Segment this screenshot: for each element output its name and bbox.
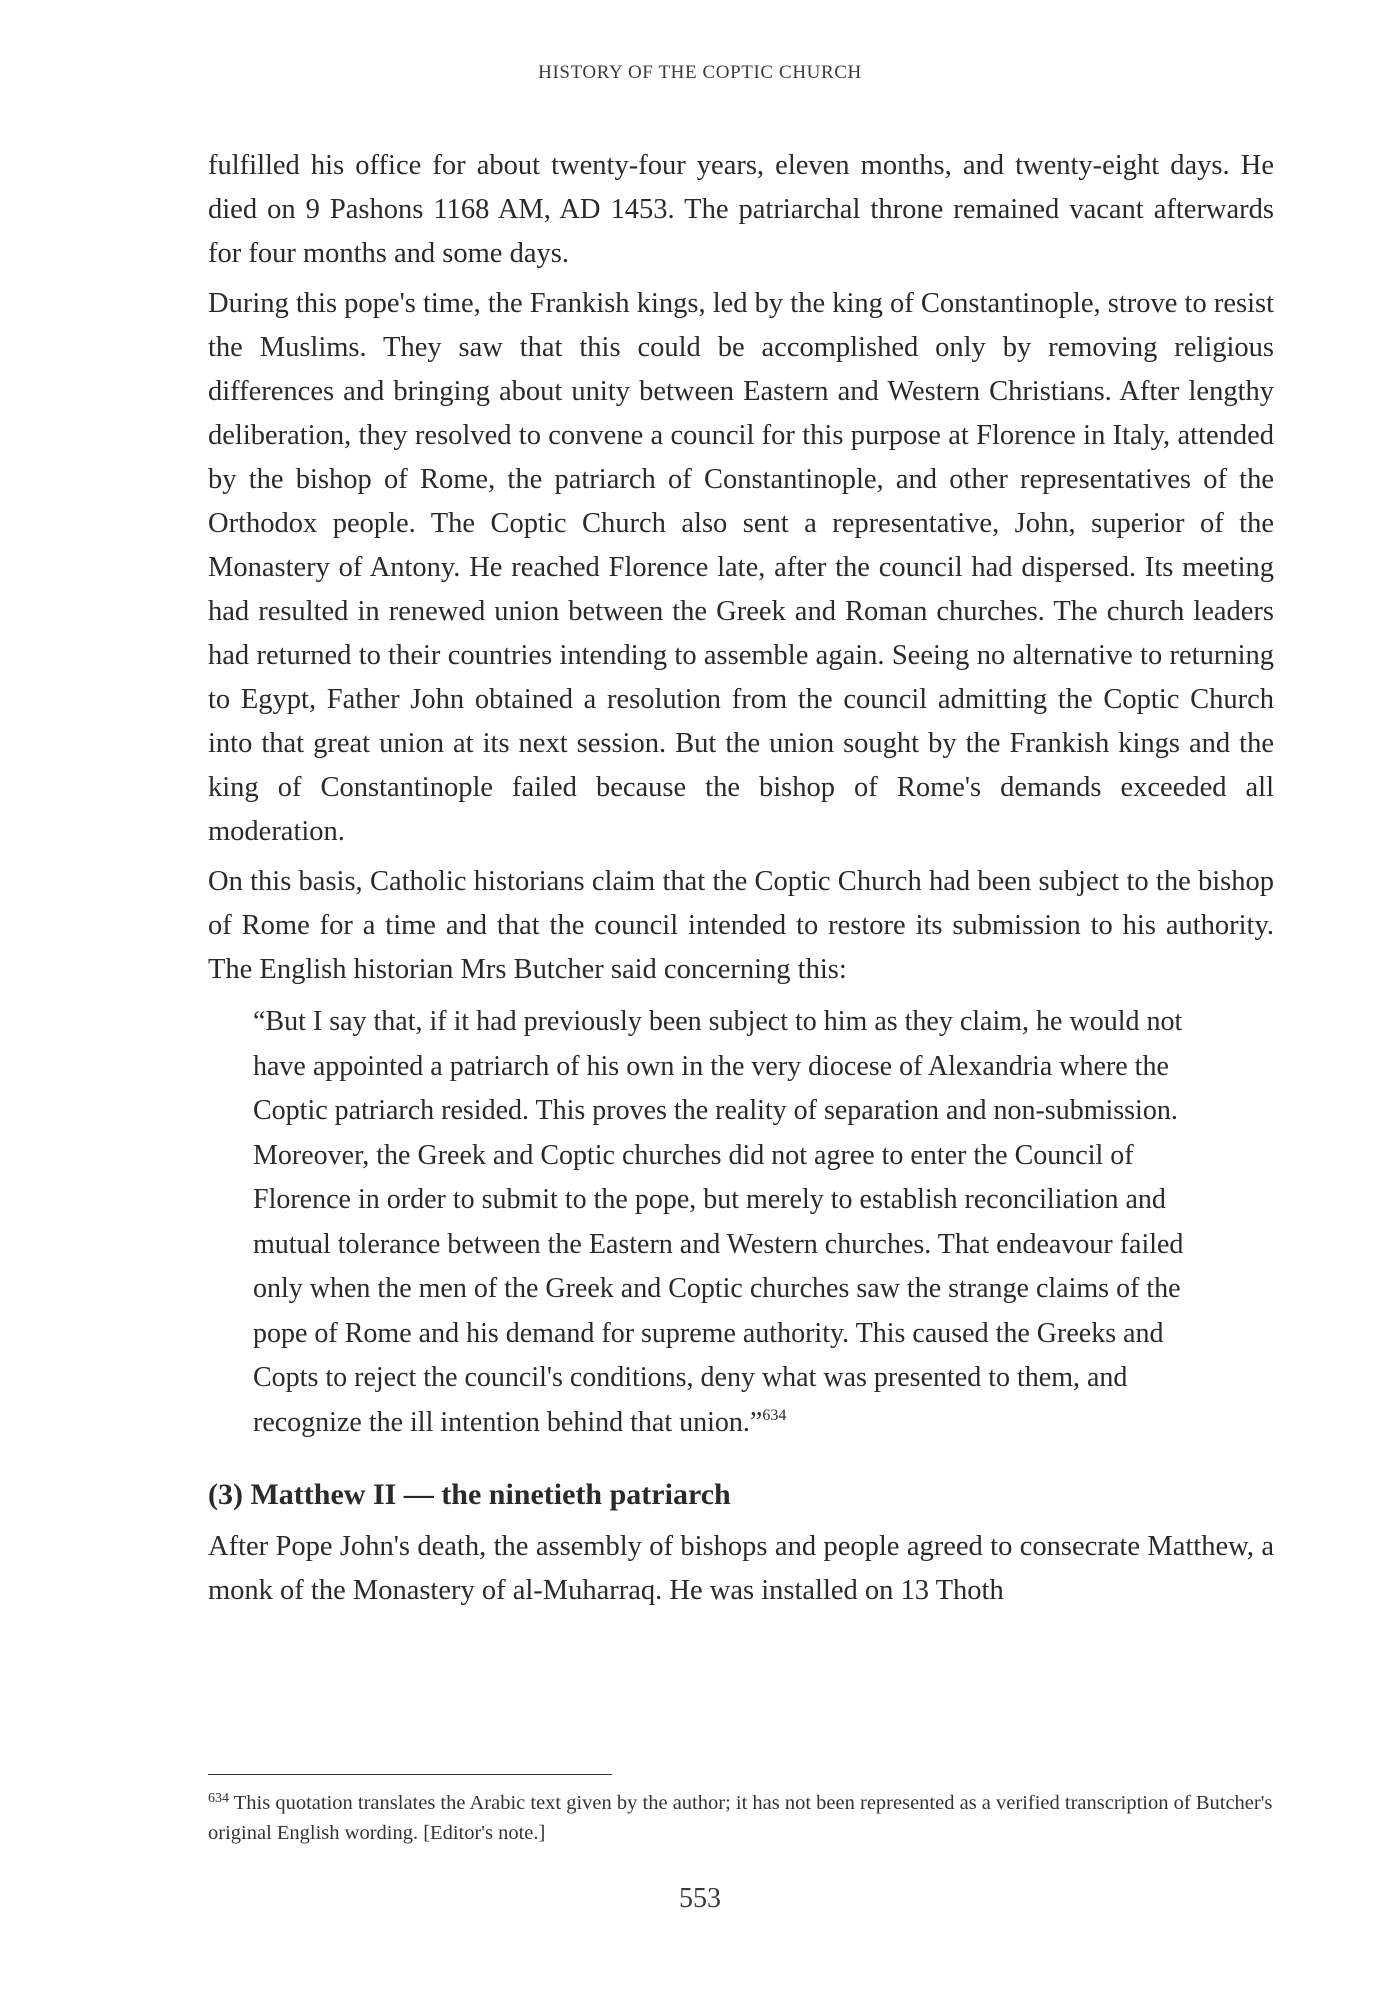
paragraph-1: fulfilled his office for about twenty-four years, eleven months, and twenty-eight days. He died on 9 Pashons 1168 AM, AD 1453. The patriarchal throne remained vacant afterwards for four months and some days. — [208, 150, 1274, 269]
section-heading: (3) Matthew II — the ninetieth patriarch — [208, 1478, 731, 1511]
paragraph-4: After Pope John's death, the assembly of bishops and people agreed to consecrate Matthew, a monk of the Monastery of al-Muharraq. He was installed on 13 Thoth — [208, 1531, 1274, 1606]
paragraph-2: During this pope's time, the Frankish kings, led by the king of Constantinople, strove to resist the Muslims. They saw that this could be accomplished only by removing religious differences and bringing about unity between Eastern and Western Christians. After lengthy deliberation, they resolved to convene a council for this purpose at Florence in Italy, attended by the bishop of Rome, the patriarch of Constantinople, and other representatives of the Orthodox people. The Coptic Church also sent a representative, John, superior of the Monastery of Antony. He reached Florence late, after the council had dispersed. Its meeting had resulted in renewed union between the Greek and Roman churches. The church leaders had returned to their countries intending to assemble again. Seeing no alternative to returning to Egypt, Father John obtained a resolution from the council admitting the Coptic Church into that great union at its next session. But the union sought by the Frankish kings and the king of Constantinople failed because the bishop of Rome's demands exceeded all moderation. — [208, 288, 1274, 847]
block-quotation — [253, 1000, 1230, 1445]
main-text — [208, 144, 1274, 1619]
quotation-text: “But I say that, if it had previously been subject to him as they claim, he would not have appointed a patriarch of his own in the very diocese of Alexandria where the Coptic patriarch resided. This proves the reality of separation and non-submission. Moreover, the Greek and Coptic churches did not agree to enter the Council of Florence in order to submit to the pope, but merely to establish reconciliation and mutual tolerance between the Eastern and Western churches. That endeavour failed only when the men of the Greek and Coptic churches saw the strange claims of the pope of Rome and his demand for supreme authority. This caused the Greeks and Copts to reject the council's conditions, deny what was presented to them, and recognize the ill intention behind that union.” — [253, 1006, 1184, 1438]
footnote-divider — [208, 1774, 612, 1775]
footnote — [208, 1788, 1274, 1848]
running-header: HISTORY OF THE COPTIC CHURCH — [538, 62, 862, 83]
footnote-number: 634 — [208, 1791, 229, 1806]
paragraph-3: On this basis, Catholic historians claim that the Coptic Church had been subject to the bishop of Rome for a time and that the council intended to restore its submission to his authority. The English historian Mrs Butcher said concerning this: — [208, 866, 1274, 985]
page-number: 553 — [679, 1883, 721, 1914]
footnote-reference[interactable]: 634 — [762, 1406, 787, 1424]
footnote-text: This quotation translates the Arabic text given by the author; it has not been represented as a verified transcription of Butcher's original English wording. [Editor's note.] — [208, 1792, 1273, 1844]
